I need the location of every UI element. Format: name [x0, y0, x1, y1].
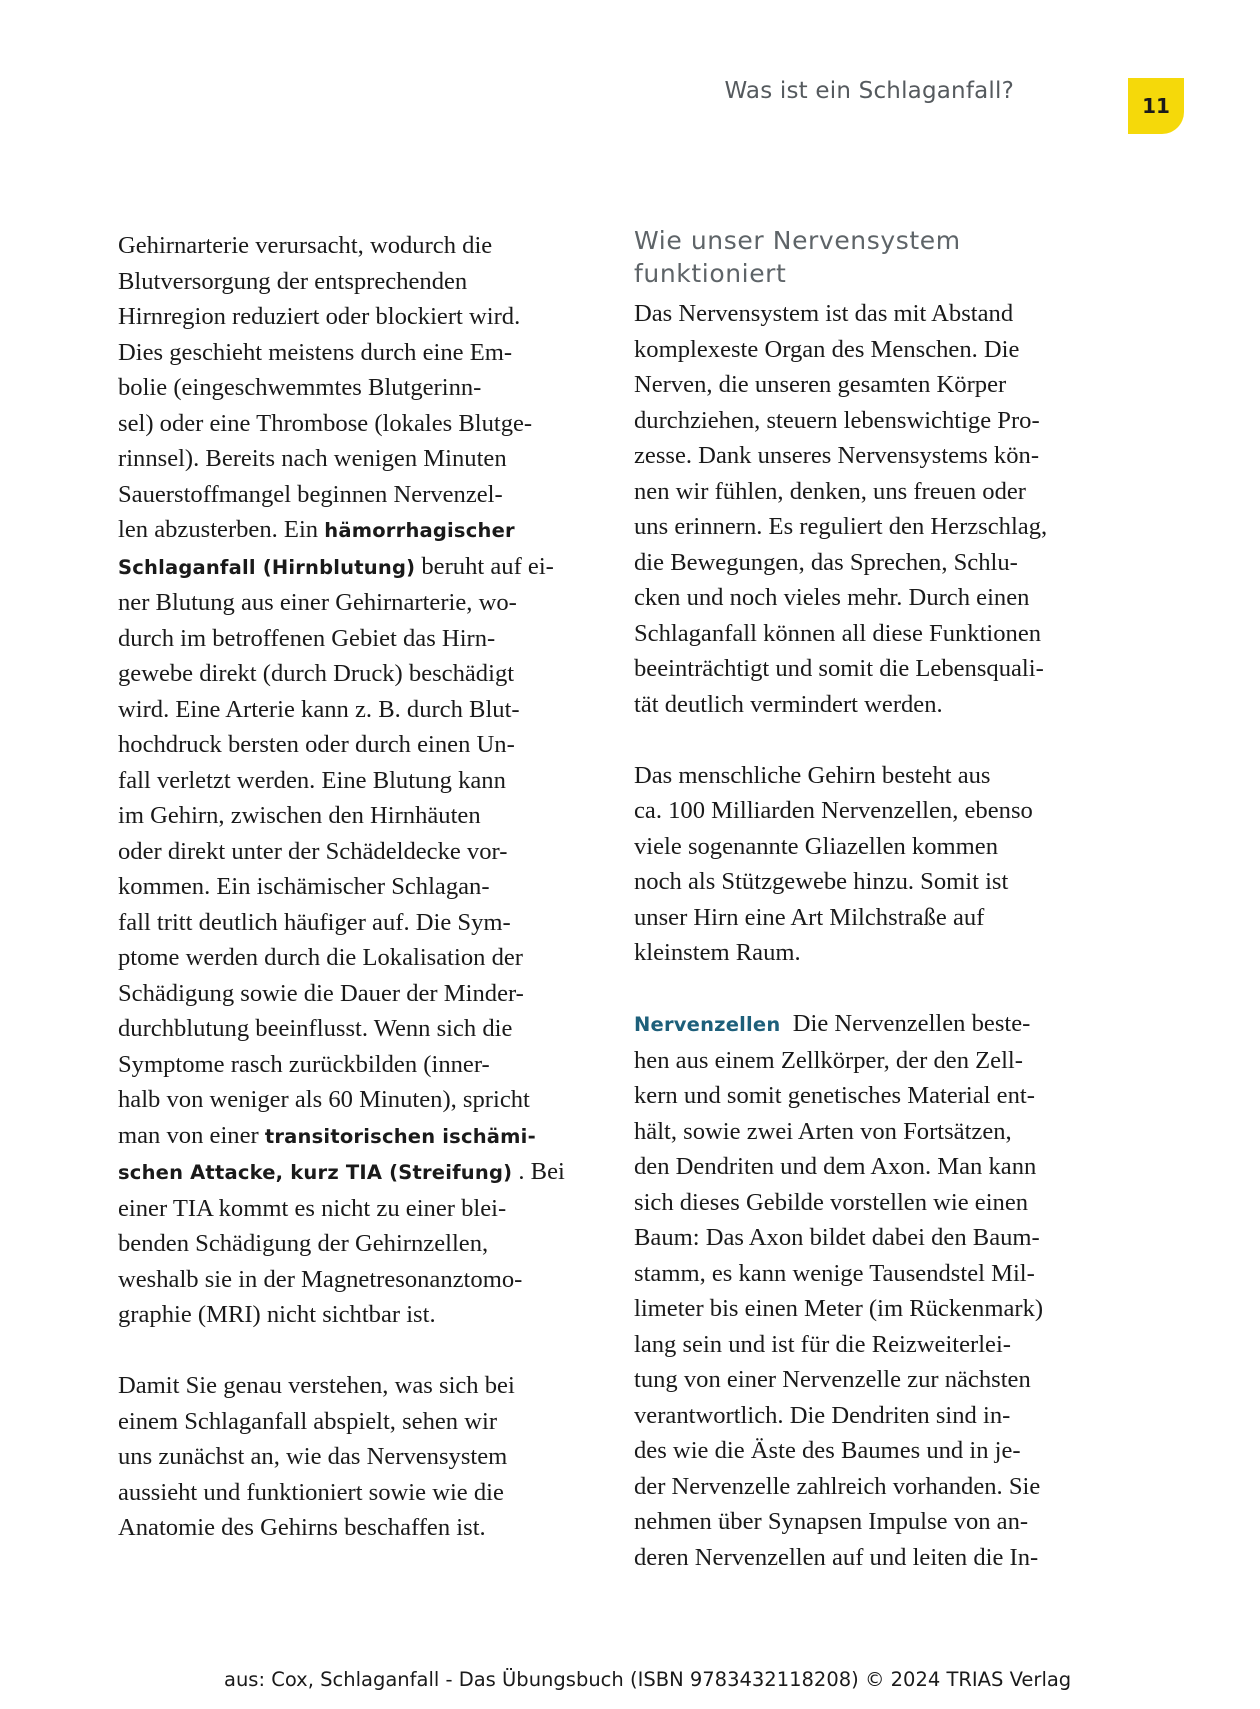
- text-line: Schlaganfall können all diese Funktionen: [634, 619, 1042, 647]
- text-line: die Bewegungen, das Sprechen, Schlu-: [634, 548, 1018, 576]
- text-line: wird. Eine Arterie kann z. B. durch Blut-: [118, 695, 520, 723]
- text-line: verantwortlich. Die Dendriten sind in-: [634, 1401, 1011, 1429]
- text-line: tung von einer Nervenzelle zur nächsten: [634, 1366, 1031, 1393]
- text-line: aussieht und funktioniert sowie wie die: [118, 1478, 504, 1506]
- text-line: rinnsel). Bereits nach wenigen Minuten: [118, 445, 507, 472]
- source-citation: aus: Cox, Schlaganfall - Das Übungsbuch (ISBN 9783432118208) © 2024 TRIAS Verlag: [224, 1668, 1072, 1691]
- text-line: komplexeste Organ des Menschen. Die: [634, 335, 1020, 363]
- running-header-title: Was ist ein Schlaganfall?: [724, 78, 1014, 104]
- text-line: ca. 100 Milliarden Nervenzellen, ebenso: [634, 797, 1033, 824]
- text-line: uns erinnern. Es reguliert den Herzschlag,: [634, 513, 1048, 540]
- bold-term: schen Attacke, kurz TIA (Streifung): [118, 1161, 513, 1184]
- left-column: [118, 228, 618, 1546]
- right-paragraph-1: [634, 296, 1124, 722]
- heading-line: Wie unser Nervensystem: [634, 226, 961, 255]
- text-line: Baum: Das Axon bildet dabei den Baum-: [634, 1224, 1040, 1251]
- text-line: fall verletzt werden. Eine Blutung kann: [118, 766, 506, 794]
- text-segment: Die Nervenzellen beste-: [780, 1010, 1031, 1037]
- text-line: kern und somit genetisches Material ent-: [634, 1082, 1035, 1109]
- text-line: gewebe direkt (durch Druck) beschädigt: [118, 660, 515, 687]
- text-line: Schädigung sowie die Dauer der Minder-: [118, 979, 524, 1007]
- text-line: kommen. Ein ischämischer Schlagan-: [118, 873, 490, 900]
- text-line: tät deutlich vermindert werden.: [634, 690, 943, 718]
- text-line: den Dendriten und dem Axon. Man kann: [634, 1153, 1037, 1180]
- text-line: hält, sowie zwei Arten von Fortsätzen,: [634, 1117, 1012, 1145]
- text-line: lang sein und ist für die Reizweiterlei-: [634, 1330, 1011, 1358]
- text-line: unser Hirn eine Art Milchstraße auf: [634, 903, 985, 931]
- text-line: Gehirnarterie verursacht, wodurch die: [118, 232, 493, 259]
- text-line: sel) oder eine Thrombose (lokales Blutge-: [118, 409, 533, 437]
- text-line: viele sogenannte Gliazellen kommen: [634, 832, 998, 860]
- text-line: [118, 1118, 618, 1155]
- text-line: ptome werden durch die Lokalisation der: [118, 944, 523, 971]
- text-line: halb von weniger als 60 Minuten), spricht: [118, 1086, 530, 1113]
- bold-term: transitorischen ischämi-: [264, 1124, 536, 1148]
- text-line: nehmen über Synapsen Impulse von an-: [634, 1508, 1029, 1535]
- text-line: zesse. Dank unseres Nervensystems kön-: [634, 442, 1040, 469]
- text-line: ner Blutung aus einer Gehirnarterie, wo-: [118, 589, 517, 616]
- text-line: limeter bis einen Meter (im Rückenmark): [634, 1295, 1044, 1322]
- bold-term: hämorrhagischer: [324, 519, 515, 542]
- text-segment: beruht auf ei-: [415, 552, 554, 580]
- right-paragraph-3: [634, 1006, 1124, 1575]
- page-number-badge: [1128, 78, 1184, 134]
- text-line: durch im betroffenen Gebiet das Hirn-: [118, 624, 496, 652]
- left-paragraph-1: [118, 228, 618, 1333]
- text-line: [634, 1006, 1124, 1043]
- text-line: Das menschliche Gehirn besteht aus: [634, 761, 991, 789]
- text-line: oder direkt unter der Schädeldecke vor-: [118, 837, 508, 865]
- text-line: Nerven, die unseren gesamten Körper: [634, 371, 1007, 398]
- text-line: der Nervenzelle zahlreich vorhanden. Sie: [634, 1472, 1041, 1500]
- text-line: sich dieses Gebilde vorstellen wie einen: [634, 1188, 1029, 1216]
- right-paragraph-2: [634, 758, 1124, 971]
- section-heading: [634, 224, 1124, 290]
- text-line: einer TIA kommt es nicht zu einer blei-: [118, 1194, 507, 1222]
- text-line: benden Schädigung der Gehirnzellen,: [118, 1230, 489, 1257]
- text-line: cken und noch vieles mehr. Durch einen: [634, 584, 1030, 611]
- text-line: graphie (MRI) nicht sichtbar ist.: [118, 1301, 436, 1328]
- heading-line: funktioniert: [634, 259, 787, 288]
- text-line: hen aus einem Zellkörper, der den Zell-: [634, 1046, 1023, 1074]
- right-column: [634, 224, 1124, 1575]
- text-segment: . Bei: [512, 1158, 565, 1185]
- text-line: noch als Stützgewebe hinzu. Somit ist: [634, 868, 1009, 895]
- text-line: [118, 549, 618, 586]
- text-line: weshalb sie in der Magnetresonanztomo-: [118, 1265, 523, 1293]
- text-segment: len abzusterben. Ein: [118, 516, 325, 543]
- text-line: bolie (eingeschwemmtes Blutgerinn-: [118, 374, 482, 401]
- text-line: deren Nervenzellen auf und leiten die In-: [634, 1543, 1039, 1571]
- page-number: 11: [1142, 94, 1170, 118]
- text-line: kleinstem Raum.: [634, 939, 801, 966]
- text-line: Anatomie des Gehirns beschaffen ist.: [118, 1514, 486, 1541]
- text-line: Dies geschieht meistens durch eine Em-: [118, 338, 513, 366]
- text-line: durchziehen, steuern lebenswichtige Pro-: [634, 406, 1040, 434]
- text-line: stamm, es kann wenige Tausendstel Mil-: [634, 1259, 1035, 1287]
- text-line: nen wir fühlen, denken, uns freuen oder: [634, 477, 1026, 505]
- glossary-term: Nervenzellen: [634, 1013, 781, 1036]
- text-line: beeinträchtigt und somit die Lebensquali-: [634, 655, 1044, 682]
- text-line: Sauerstoffmangel beginnen Nervenzel-: [118, 480, 503, 508]
- text-line: durchblutung beeinflusst. Wenn sich die: [118, 1015, 513, 1042]
- text-line: [118, 512, 618, 549]
- text-line: fall tritt deutlich häufiger auf. Die Sym-: [118, 908, 511, 936]
- left-paragraph-2: [118, 1368, 618, 1546]
- text-line: Das Nervensystem ist das mit Abstand: [634, 300, 1014, 327]
- text-line: uns zunächst an, wie das Nervensystem: [118, 1443, 508, 1470]
- text-line: hochdruck bersten oder durch einen Un-: [118, 731, 515, 758]
- text-line: Damit Sie genau verstehen, was sich bei: [118, 1372, 515, 1399]
- bold-term: Schlaganfall (Hirnblutung): [118, 555, 416, 579]
- text-line: des wie die Äste des Baumes und in je-: [634, 1437, 1021, 1464]
- text-line: [118, 1154, 618, 1191]
- text-line: im Gehirn, zwischen den Hirnhäuten: [118, 802, 481, 829]
- text-line: Symptome rasch zurückbilden (inner-: [118, 1050, 490, 1078]
- text-segment: man von einer: [118, 1121, 265, 1149]
- text-line: Blutversorgung der entsprechenden: [118, 267, 468, 295]
- text-line: Hirnregion reduziert oder blockiert wird.: [118, 303, 521, 330]
- text-line: einem Schlaganfall abspielt, sehen wir: [118, 1407, 498, 1435]
